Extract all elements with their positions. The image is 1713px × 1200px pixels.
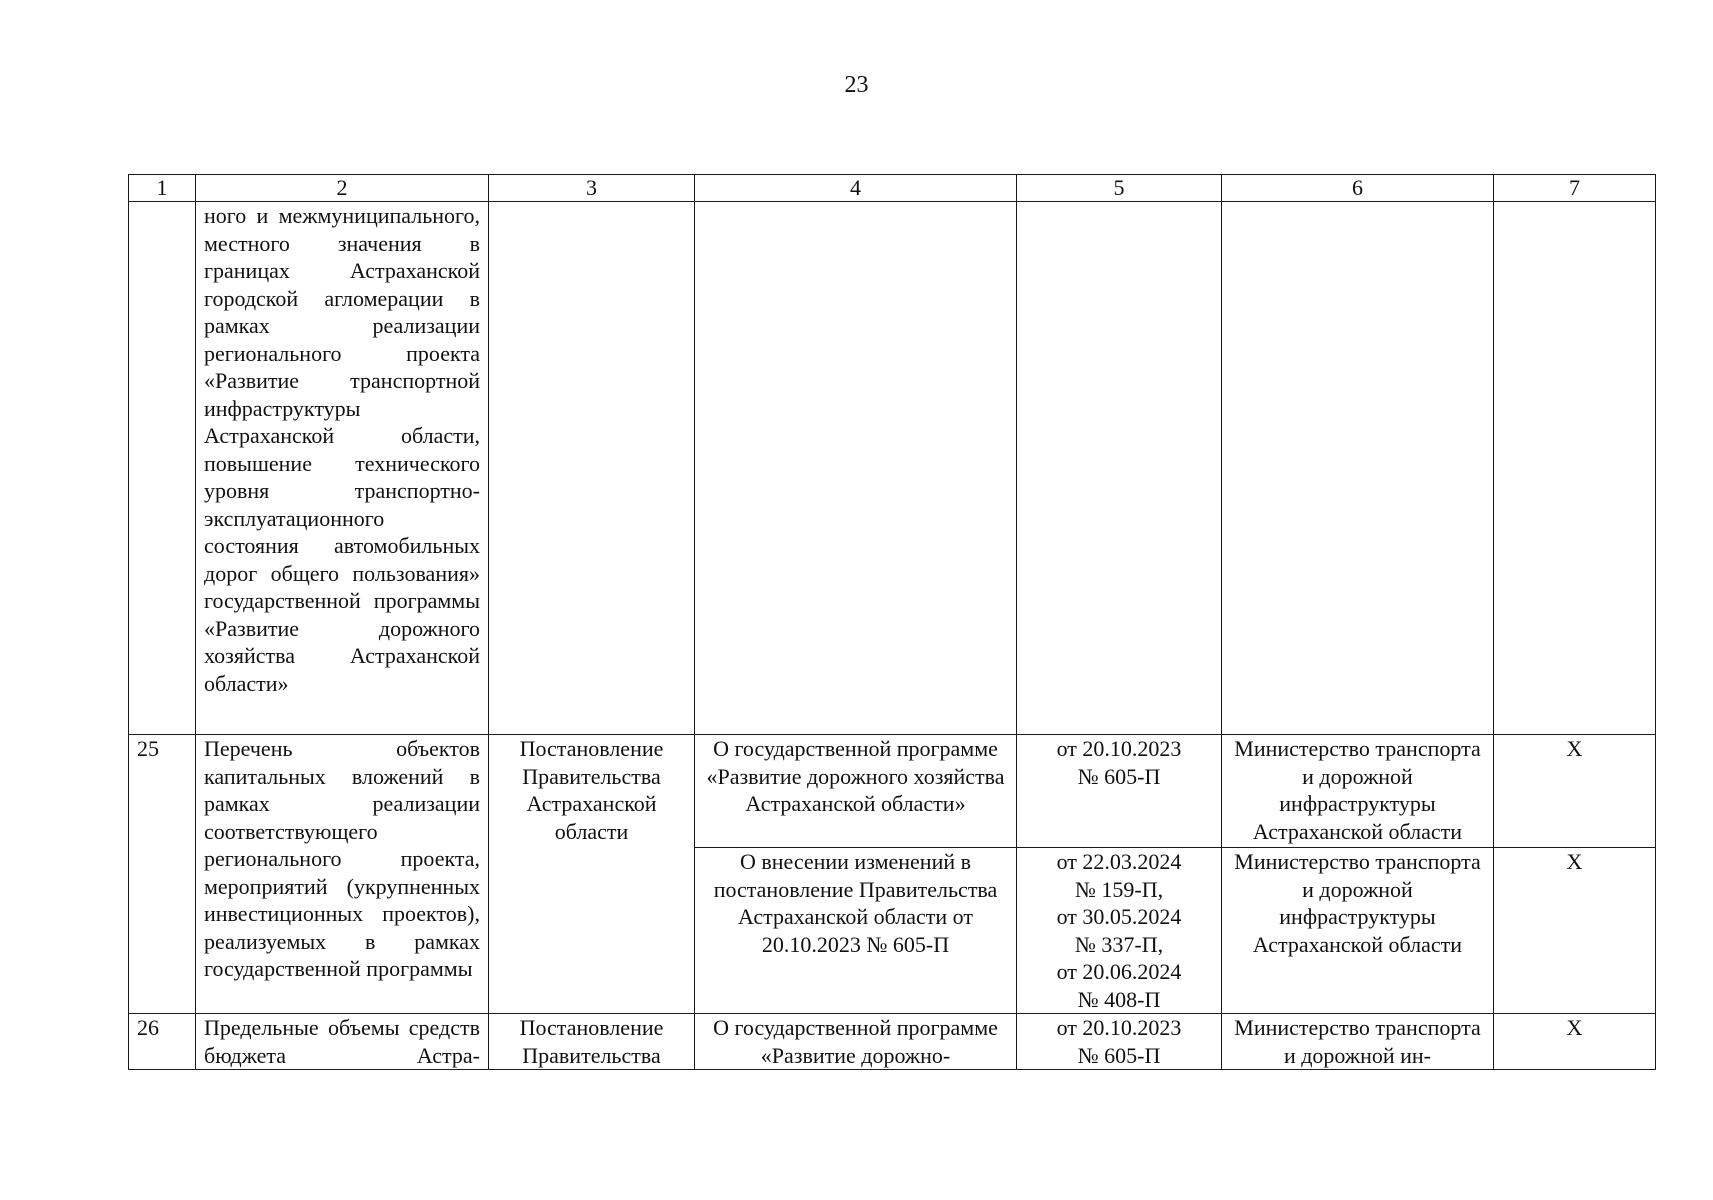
document-table xyxy=(128,174,1656,1070)
continuation-text: ного и межмуниципального, местного значения в границах Астраханской городской агломерации в рамках реализации регионального проекта «Развитие транспортной инфраструктуры Астраханской области, повышение технического уровня транспортно-эксплуатационного состояния автомобильных дорог общего пользования» государственной программы «Развитие дорожного хозяйства Астраханской области» xyxy=(196,202,489,735)
date-line: № 159-П, xyxy=(1074,876,1164,902)
header-col-2: 2 xyxy=(196,175,489,202)
header-row xyxy=(129,175,1656,202)
row-doc-title: О государственной программе «Развитие дорожного хозяйства Астраханской области» xyxy=(695,735,1017,848)
row-mark: X xyxy=(1494,848,1656,1014)
row-number: 25 xyxy=(129,735,196,1014)
row-name: Предельные объемы средств бюджета Астра- xyxy=(196,1014,489,1070)
row-mark: X xyxy=(1494,1014,1656,1070)
row-organization: Министерство транспорта и дорожной инфраструктуры Астраханской области xyxy=(1222,735,1494,848)
header-col-3: 3 xyxy=(489,175,695,202)
date-line: от 20.10.2023 xyxy=(1056,736,1182,761)
date-line: № 605-П xyxy=(1077,763,1161,789)
cell-empty xyxy=(695,202,1017,735)
cell-empty xyxy=(489,202,695,735)
row-name: Перечень объектов капитальных вложений в рамках реализации соответствующего регионального проекта, мероприятий (укрупненных инвестиционных проектов), реализуемых в рамках государственной программы xyxy=(196,735,489,1014)
header-col-1: 1 xyxy=(129,175,196,202)
date-line: № 605-П xyxy=(1077,1042,1161,1068)
cell-empty xyxy=(1222,202,1494,735)
row-mark: X xyxy=(1494,735,1656,848)
row-doc-title: О внесении изменений в постановление Правительства Астраханской области от 20.10.2023 № 605-П xyxy=(695,848,1017,1014)
header-col-7: 7 xyxy=(1494,175,1656,202)
header-col-6: 6 xyxy=(1222,175,1494,202)
row-doc-date xyxy=(1017,1014,1222,1070)
table-row-26 xyxy=(129,1014,1656,1070)
date-line: № 337-П, xyxy=(1074,931,1164,957)
date-line: от 22.03.2024 xyxy=(1056,849,1182,874)
date-line: от 20.06.2024 xyxy=(1056,959,1182,984)
date-line: от 30.05.2024 xyxy=(1056,904,1182,929)
row-number: 26 xyxy=(129,1014,196,1070)
cell-empty xyxy=(129,202,196,735)
table-row-continuation xyxy=(129,202,1656,735)
date-line: от 20.10.2023 xyxy=(1056,1015,1182,1040)
row-doc-type: Постановление Правительства xyxy=(489,1014,695,1070)
row-doc-date xyxy=(1017,848,1222,1014)
cell-empty xyxy=(1494,202,1656,735)
row-organization: Министерство транспорта и дорожной ин- xyxy=(1222,1014,1494,1070)
row-doc-title: О государственной программе «Развитие дорожно- xyxy=(695,1014,1017,1070)
header-col-4: 4 xyxy=(695,175,1017,202)
table-row-25a xyxy=(129,735,1656,848)
row-doc-date xyxy=(1017,735,1222,848)
date-line: № 408-П xyxy=(1077,986,1161,1012)
row-organization: Министерство транспорта и дорожной инфраструктуры Астраханской области xyxy=(1222,848,1494,1014)
row-doc-type: Постановление Правительства Астраханской области xyxy=(489,735,695,1014)
cell-empty xyxy=(1017,202,1222,735)
header-col-5: 5 xyxy=(1017,175,1222,202)
page-number: 23 xyxy=(844,72,869,98)
